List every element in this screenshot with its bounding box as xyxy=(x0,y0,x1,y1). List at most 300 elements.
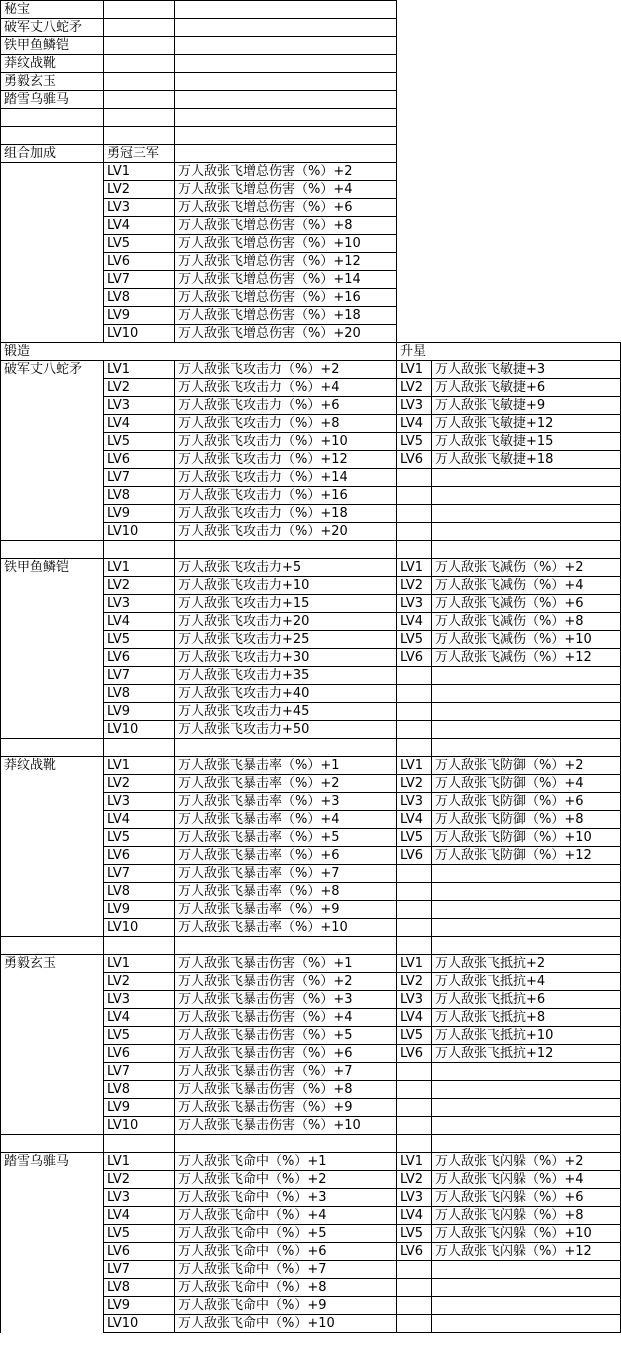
item-name[interactable]: 勇毅玄玉 xyxy=(1,955,104,973)
effect-cell[interactable]: 万人敌张飞攻击力+25 xyxy=(175,631,397,649)
sheet-cell[interactable] xyxy=(432,883,621,901)
treasure-header[interactable]: 秘宝 xyxy=(1,1,104,19)
item-name-cell[interactable] xyxy=(1,1189,104,1207)
effect-cell[interactable]: 万人敌张飞攻击力+5 xyxy=(175,559,397,577)
item-name-cell[interactable] xyxy=(1,1099,104,1117)
item-name-cell[interactable] xyxy=(1,451,104,469)
empty-cell[interactable] xyxy=(432,37,621,55)
level-cell[interactable]: LV7 xyxy=(104,1261,175,1279)
item-name-cell[interactable] xyxy=(1,1045,104,1063)
empty-cell[interactable] xyxy=(432,199,621,217)
effect-cell[interactable]: 万人敌张飞增总伤害（%）+10 xyxy=(175,235,397,253)
sheet-cell[interactable] xyxy=(397,487,432,505)
effect-cell[interactable]: 万人敌张飞暴击伤害（%）+5 xyxy=(175,1027,397,1045)
item-name[interactable]: 破军丈八蛇矛 xyxy=(1,361,104,379)
sheet-cell[interactable] xyxy=(432,919,621,937)
sheet-cell[interactable] xyxy=(432,901,621,919)
sheet-cell[interactable] xyxy=(397,469,432,487)
treasure-name[interactable]: 莽纹战靴 xyxy=(1,55,104,73)
sheet-cell[interactable] xyxy=(104,937,175,955)
item-name-cell[interactable] xyxy=(1,829,104,847)
level-cell[interactable]: LV4 xyxy=(104,1009,175,1027)
level-cell[interactable]: LV6 xyxy=(104,1243,175,1261)
effect-cell[interactable]: 万人敌张飞暴击率（%）+3 xyxy=(175,793,397,811)
sheet-cell[interactable] xyxy=(397,883,432,901)
effect-cell[interactable]: 万人敌张飞增总伤害（%）+18 xyxy=(175,307,397,325)
star-header[interactable]: 升星 xyxy=(397,343,621,361)
level-cell[interactable]: LV5 xyxy=(104,433,175,451)
sheet-cell[interactable] xyxy=(175,739,397,757)
sheet-cell[interactable] xyxy=(432,685,621,703)
empty-cell[interactable] xyxy=(397,37,432,55)
effect-cell[interactable]: 万人敌张飞暴击率（%）+10 xyxy=(175,919,397,937)
level-cell[interactable]: LV3 xyxy=(104,199,175,217)
sheet-cell[interactable] xyxy=(432,1279,621,1297)
star-effect-cell[interactable]: 万人敌张飞减伤（%）+12 xyxy=(432,649,621,667)
star-effect-cell[interactable]: 万人敌张飞抵抗+12 xyxy=(432,1045,621,1063)
level-cell[interactable]: LV8 xyxy=(104,487,175,505)
sheet-cell[interactable] xyxy=(432,505,621,523)
star-level-cell[interactable]: LV5 xyxy=(397,1225,432,1243)
level-cell[interactable]: LV5 xyxy=(104,1225,175,1243)
effect-cell[interactable]: 万人敌张飞攻击力+15 xyxy=(175,595,397,613)
effect-cell[interactable]: 万人敌张飞命中（%）+2 xyxy=(175,1171,397,1189)
level-cell[interactable]: LV3 xyxy=(104,793,175,811)
item-name-cell[interactable] xyxy=(1,415,104,433)
sheet-cell[interactable] xyxy=(397,541,432,559)
item-name-cell[interactable] xyxy=(1,667,104,685)
star-effect-cell[interactable]: 万人敌张飞防御（%）+10 xyxy=(432,829,621,847)
level-cell[interactable]: LV9 xyxy=(104,1099,175,1117)
empty-cell[interactable] xyxy=(432,289,621,307)
level-cell[interactable]: LV3 xyxy=(104,1189,175,1207)
star-effect-cell[interactable]: 万人敌张飞减伤（%）+2 xyxy=(432,559,621,577)
star-level-cell[interactable]: LV5 xyxy=(397,631,432,649)
level-cell[interactable]: LV10 xyxy=(104,721,175,739)
sheet-cell[interactable] xyxy=(175,55,397,73)
item-name[interactable]: 莽纹战靴 xyxy=(1,757,104,775)
level-cell[interactable]: LV10 xyxy=(104,1117,175,1135)
empty-cell[interactable] xyxy=(432,19,621,37)
star-level-cell[interactable]: LV3 xyxy=(397,397,432,415)
level-cell[interactable]: LV6 xyxy=(104,253,175,271)
item-name-cell[interactable] xyxy=(1,505,104,523)
sheet-cell[interactable] xyxy=(175,109,397,127)
empty-cell[interactable] xyxy=(432,181,621,199)
star-effect-cell[interactable]: 万人敌张飞敏捷+15 xyxy=(432,433,621,451)
sheet-cell[interactable] xyxy=(175,19,397,37)
item-name-cell[interactable] xyxy=(1,865,104,883)
effect-cell[interactable]: 万人敌张飞增总伤害（%）+6 xyxy=(175,199,397,217)
combo-label-cell[interactable] xyxy=(1,199,104,217)
effect-cell[interactable]: 万人敌张飞暴击伤害（%）+1 xyxy=(175,955,397,973)
sheet-cell[interactable] xyxy=(432,1135,621,1153)
item-name-cell[interactable] xyxy=(1,1315,104,1333)
effect-cell[interactable]: 万人敌张飞命中（%）+1 xyxy=(175,1153,397,1171)
effect-cell[interactable]: 万人敌张飞命中（%）+4 xyxy=(175,1207,397,1225)
star-level-cell[interactable]: LV6 xyxy=(397,1045,432,1063)
effect-cell[interactable]: 万人敌张飞暴击伤害（%）+8 xyxy=(175,1081,397,1099)
effect-cell[interactable]: 万人敌张飞命中（%）+6 xyxy=(175,1243,397,1261)
item-name-cell[interactable] xyxy=(1,523,104,541)
sheet-cell[interactable] xyxy=(432,487,621,505)
level-cell[interactable]: LV7 xyxy=(104,469,175,487)
empty-cell[interactable] xyxy=(432,271,621,289)
star-effect-cell[interactable]: 万人敌张飞闪躲（%）+10 xyxy=(432,1225,621,1243)
sheet-cell[interactable] xyxy=(397,919,432,937)
empty-cell[interactable] xyxy=(432,73,621,91)
level-cell[interactable]: LV6 xyxy=(104,847,175,865)
level-cell[interactable]: LV10 xyxy=(104,1315,175,1333)
star-level-cell[interactable]: LV4 xyxy=(397,415,432,433)
sheet-cell[interactable] xyxy=(397,703,432,721)
star-level-cell[interactable]: LV2 xyxy=(397,577,432,595)
sheet-cell[interactable] xyxy=(432,703,621,721)
level-cell[interactable]: LV1 xyxy=(104,757,175,775)
sheet-cell[interactable] xyxy=(432,1063,621,1081)
empty-cell[interactable] xyxy=(432,145,621,163)
effect-cell[interactable]: 万人敌张飞暴击率（%）+2 xyxy=(175,775,397,793)
star-level-cell[interactable]: LV3 xyxy=(397,991,432,1009)
item-name-cell[interactable] xyxy=(1,991,104,1009)
effect-cell[interactable]: 万人敌张飞命中（%）+7 xyxy=(175,1261,397,1279)
level-cell[interactable]: LV7 xyxy=(104,667,175,685)
star-effect-cell[interactable]: 万人敌张飞敏捷+3 xyxy=(432,361,621,379)
star-level-cell[interactable]: LV1 xyxy=(397,955,432,973)
sheet-cell[interactable] xyxy=(175,1135,397,1153)
item-name-cell[interactable] xyxy=(1,433,104,451)
effect-cell[interactable]: 万人敌张飞暴击率（%）+8 xyxy=(175,883,397,901)
item-name[interactable]: 铁甲鱼鳞铠 xyxy=(1,559,104,577)
sheet-cell[interactable] xyxy=(175,937,397,955)
empty-cell[interactable] xyxy=(397,1,432,19)
sheet-cell[interactable] xyxy=(397,1261,432,1279)
effect-cell[interactable]: 万人敌张飞暴击伤害（%）+2 xyxy=(175,973,397,991)
star-effect-cell[interactable]: 万人敌张飞抵抗+2 xyxy=(432,955,621,973)
sheet-cell[interactable] xyxy=(1,127,104,145)
item-name-cell[interactable] xyxy=(1,1279,104,1297)
effect-cell[interactable]: 万人敌张飞增总伤害（%）+2 xyxy=(175,163,397,181)
level-cell[interactable]: LV7 xyxy=(104,271,175,289)
empty-cell[interactable] xyxy=(432,235,621,253)
level-cell[interactable]: LV8 xyxy=(104,289,175,307)
star-level-cell[interactable]: LV6 xyxy=(397,649,432,667)
item-name-cell[interactable] xyxy=(1,487,104,505)
sheet-cell[interactable] xyxy=(104,739,175,757)
sheet-cell[interactable] xyxy=(1,1135,104,1153)
combo-name[interactable]: 勇冠三军 xyxy=(104,145,175,163)
item-name-cell[interactable] xyxy=(1,613,104,631)
empty-cell[interactable] xyxy=(397,109,432,127)
effect-cell[interactable]: 万人敌张飞暴击率（%）+6 xyxy=(175,847,397,865)
star-level-cell[interactable]: LV6 xyxy=(397,1243,432,1261)
effect-cell[interactable]: 万人敌张飞命中（%）+5 xyxy=(175,1225,397,1243)
item-name-cell[interactable] xyxy=(1,811,104,829)
sheet-cell[interactable] xyxy=(397,1297,432,1315)
sheet-cell[interactable] xyxy=(397,1117,432,1135)
star-effect-cell[interactable]: 万人敌张飞防御（%）+12 xyxy=(432,847,621,865)
star-level-cell[interactable]: LV4 xyxy=(397,811,432,829)
level-cell[interactable]: LV2 xyxy=(104,775,175,793)
sheet-cell[interactable] xyxy=(397,1099,432,1117)
empty-cell[interactable] xyxy=(397,253,432,271)
sheet-cell[interactable] xyxy=(397,1135,432,1153)
star-effect-cell[interactable]: 万人敌张飞敏捷+9 xyxy=(432,397,621,415)
item-name-cell[interactable] xyxy=(1,631,104,649)
level-cell[interactable]: LV6 xyxy=(104,451,175,469)
empty-cell[interactable] xyxy=(432,307,621,325)
level-cell[interactable]: LV5 xyxy=(104,1027,175,1045)
sheet-cell[interactable] xyxy=(104,127,175,145)
sheet-cell[interactable] xyxy=(104,541,175,559)
level-cell[interactable]: LV4 xyxy=(104,217,175,235)
sheet-cell[interactable] xyxy=(397,523,432,541)
level-cell[interactable]: LV10 xyxy=(104,919,175,937)
star-effect-cell[interactable]: 万人敌张飞减伤（%）+8 xyxy=(432,613,621,631)
star-level-cell[interactable]: LV5 xyxy=(397,829,432,847)
combo-label-cell[interactable] xyxy=(1,235,104,253)
empty-cell[interactable] xyxy=(397,307,432,325)
sheet-cell[interactable] xyxy=(175,73,397,91)
item-name-cell[interactable] xyxy=(1,649,104,667)
sheet-cell[interactable] xyxy=(175,145,397,163)
sheet-cell[interactable] xyxy=(175,91,397,109)
effect-cell[interactable]: 万人敌张飞攻击力+35 xyxy=(175,667,397,685)
level-cell[interactable]: LV10 xyxy=(104,523,175,541)
level-cell[interactable]: LV4 xyxy=(104,415,175,433)
empty-cell[interactable] xyxy=(432,109,621,127)
empty-cell[interactable] xyxy=(397,145,432,163)
effect-cell[interactable]: 万人敌张飞暴击率（%）+1 xyxy=(175,757,397,775)
star-level-cell[interactable]: LV6 xyxy=(397,847,432,865)
effect-cell[interactable]: 万人敌张飞命中（%）+9 xyxy=(175,1297,397,1315)
sheet-cell[interactable] xyxy=(397,865,432,883)
item-name-cell[interactable] xyxy=(1,847,104,865)
sheet-cell[interactable] xyxy=(1,541,104,559)
empty-cell[interactable] xyxy=(397,217,432,235)
effect-cell[interactable]: 万人敌张飞攻击力（%）+18 xyxy=(175,505,397,523)
item-name-cell[interactable] xyxy=(1,1117,104,1135)
sheet-cell[interactable] xyxy=(175,127,397,145)
star-effect-cell[interactable]: 万人敌张飞防御（%）+2 xyxy=(432,757,621,775)
effect-cell[interactable]: 万人敌张飞攻击力（%）+4 xyxy=(175,379,397,397)
item-name-cell[interactable] xyxy=(1,1297,104,1315)
level-cell[interactable]: LV8 xyxy=(104,883,175,901)
level-cell[interactable]: LV4 xyxy=(104,811,175,829)
star-effect-cell[interactable]: 万人敌张飞减伤（%）+10 xyxy=(432,631,621,649)
empty-cell[interactable] xyxy=(397,199,432,217)
item-name-cell[interactable] xyxy=(1,1261,104,1279)
sheet-cell[interactable] xyxy=(104,91,175,109)
sheet-cell[interactable] xyxy=(432,1117,621,1135)
combo-label-cell[interactable] xyxy=(1,163,104,181)
level-cell[interactable]: LV2 xyxy=(104,1171,175,1189)
effect-cell[interactable]: 万人敌张飞攻击力+45 xyxy=(175,703,397,721)
star-effect-cell[interactable]: 万人敌张飞闪躲（%）+12 xyxy=(432,1243,621,1261)
treasure-name[interactable]: 踏雪乌骓马 xyxy=(1,91,104,109)
effect-cell[interactable]: 万人敌张飞增总伤害（%）+14 xyxy=(175,271,397,289)
effect-cell[interactable]: 万人敌张飞攻击力+30 xyxy=(175,649,397,667)
sheet-cell[interactable] xyxy=(104,343,175,361)
effect-cell[interactable]: 万人敌张飞攻击力（%）+10 xyxy=(175,433,397,451)
sheet-cell[interactable] xyxy=(104,73,175,91)
level-cell[interactable]: LV9 xyxy=(104,901,175,919)
level-cell[interactable]: LV5 xyxy=(104,235,175,253)
effect-cell[interactable]: 万人敌张飞暴击率（%）+9 xyxy=(175,901,397,919)
effect-cell[interactable]: 万人敌张飞命中（%）+8 xyxy=(175,1279,397,1297)
effect-cell[interactable]: 万人敌张飞攻击力（%）+14 xyxy=(175,469,397,487)
sheet-cell[interactable] xyxy=(175,541,397,559)
effect-cell[interactable]: 万人敌张飞暴击伤害（%）+3 xyxy=(175,991,397,1009)
sheet-cell[interactable] xyxy=(1,739,104,757)
effect-cell[interactable]: 万人敌张飞暴击率（%）+5 xyxy=(175,829,397,847)
empty-cell[interactable] xyxy=(432,163,621,181)
level-cell[interactable]: LV9 xyxy=(104,307,175,325)
combo-label-cell[interactable] xyxy=(1,289,104,307)
sheet-cell[interactable] xyxy=(104,1,175,19)
treasure-name[interactable]: 勇毅玄玉 xyxy=(1,73,104,91)
level-cell[interactable]: LV8 xyxy=(104,1279,175,1297)
item-name-cell[interactable] xyxy=(1,919,104,937)
effect-cell[interactable]: 万人敌张飞攻击力（%）+16 xyxy=(175,487,397,505)
sheet-cell[interactable] xyxy=(1,937,104,955)
sheet-cell[interactable] xyxy=(432,541,621,559)
sheet-cell[interactable] xyxy=(432,1261,621,1279)
sheet-cell[interactable] xyxy=(432,739,621,757)
item-name-cell[interactable] xyxy=(1,397,104,415)
star-level-cell[interactable]: LV3 xyxy=(397,793,432,811)
star-effect-cell[interactable]: 万人敌张飞减伤（%）+6 xyxy=(432,595,621,613)
level-cell[interactable]: LV1 xyxy=(104,955,175,973)
item-name-cell[interactable] xyxy=(1,685,104,703)
combo-header[interactable]: 组合加成 xyxy=(1,145,104,163)
item-name-cell[interactable] xyxy=(1,703,104,721)
level-cell[interactable]: LV2 xyxy=(104,379,175,397)
sheet-cell[interactable] xyxy=(432,865,621,883)
empty-cell[interactable] xyxy=(432,325,621,343)
item-name-cell[interactable] xyxy=(1,1009,104,1027)
star-effect-cell[interactable]: 万人敌张飞闪躲（%）+2 xyxy=(432,1153,621,1171)
treasure-name[interactable]: 破军丈八蛇矛 xyxy=(1,19,104,37)
combo-label-cell[interactable] xyxy=(1,325,104,343)
star-effect-cell[interactable]: 万人敌张飞敏捷+12 xyxy=(432,415,621,433)
item-name-cell[interactable] xyxy=(1,469,104,487)
empty-cell[interactable] xyxy=(397,91,432,109)
star-level-cell[interactable]: LV4 xyxy=(397,613,432,631)
effect-cell[interactable]: 万人敌张飞增总伤害（%）+8 xyxy=(175,217,397,235)
sheet-cell[interactable] xyxy=(397,1315,432,1333)
effect-cell[interactable]: 万人敌张飞增总伤害（%）+12 xyxy=(175,253,397,271)
empty-cell[interactable] xyxy=(397,325,432,343)
empty-cell[interactable] xyxy=(432,127,621,145)
star-level-cell[interactable]: LV5 xyxy=(397,1027,432,1045)
effect-cell[interactable]: 万人敌张飞暴击伤害（%）+4 xyxy=(175,1009,397,1027)
item-name-cell[interactable] xyxy=(1,1243,104,1261)
level-cell[interactable]: LV7 xyxy=(104,865,175,883)
star-level-cell[interactable]: LV2 xyxy=(397,1171,432,1189)
empty-cell[interactable] xyxy=(397,163,432,181)
sheet-cell[interactable] xyxy=(397,1063,432,1081)
star-effect-cell[interactable]: 万人敌张飞防御（%）+6 xyxy=(432,793,621,811)
star-effect-cell[interactable]: 万人敌张飞抵抗+10 xyxy=(432,1027,621,1045)
level-cell[interactable]: LV4 xyxy=(104,613,175,631)
sheet-cell[interactable] xyxy=(432,1297,621,1315)
effect-cell[interactable]: 万人敌张飞暴击率（%）+7 xyxy=(175,865,397,883)
effect-cell[interactable]: 万人敌张飞增总伤害（%）+20 xyxy=(175,325,397,343)
forge-header[interactable]: 锻造 xyxy=(1,343,104,361)
item-name-cell[interactable] xyxy=(1,1207,104,1225)
level-cell[interactable]: LV9 xyxy=(104,703,175,721)
combo-label-cell[interactable] xyxy=(1,253,104,271)
effect-cell[interactable]: 万人敌张飞暴击伤害（%）+9 xyxy=(175,1099,397,1117)
empty-cell[interactable] xyxy=(432,253,621,271)
star-effect-cell[interactable]: 万人敌张飞防御（%）+8 xyxy=(432,811,621,829)
sheet-cell[interactable] xyxy=(175,343,397,361)
sheet-cell[interactable] xyxy=(1,109,104,127)
sheet-cell[interactable] xyxy=(104,109,175,127)
empty-cell[interactable] xyxy=(397,55,432,73)
empty-cell[interactable] xyxy=(432,55,621,73)
effect-cell[interactable]: 万人敌张飞攻击力（%）+20 xyxy=(175,523,397,541)
level-cell[interactable]: LV1 xyxy=(104,1153,175,1171)
item-name-cell[interactable] xyxy=(1,901,104,919)
sheet-cell[interactable] xyxy=(175,37,397,55)
combo-label-cell[interactable] xyxy=(1,271,104,289)
item-name-cell[interactable] xyxy=(1,775,104,793)
effect-cell[interactable]: 万人敌张飞攻击力（%）+8 xyxy=(175,415,397,433)
item-name-cell[interactable] xyxy=(1,1063,104,1081)
item-name-cell[interactable] xyxy=(1,1225,104,1243)
effect-cell[interactable]: 万人敌张飞攻击力+10 xyxy=(175,577,397,595)
item-name-cell[interactable] xyxy=(1,1027,104,1045)
level-cell[interactable]: LV3 xyxy=(104,595,175,613)
sheet-cell[interactable] xyxy=(175,1,397,19)
sheet-cell[interactable] xyxy=(104,19,175,37)
effect-cell[interactable]: 万人敌张飞攻击力+40 xyxy=(175,685,397,703)
level-cell[interactable]: LV6 xyxy=(104,1045,175,1063)
level-cell[interactable]: LV2 xyxy=(104,577,175,595)
sheet-cell[interactable] xyxy=(432,937,621,955)
star-level-cell[interactable]: LV1 xyxy=(397,1153,432,1171)
sheet-cell[interactable] xyxy=(104,37,175,55)
level-cell[interactable]: LV9 xyxy=(104,1297,175,1315)
item-name[interactable]: 踏雪乌骓马 xyxy=(1,1153,104,1171)
sheet-cell[interactable] xyxy=(397,505,432,523)
sheet-cell[interactable] xyxy=(397,901,432,919)
effect-cell[interactable]: 万人敌张飞命中（%）+10 xyxy=(175,1315,397,1333)
sheet-cell[interactable] xyxy=(397,721,432,739)
sheet-cell[interactable] xyxy=(397,685,432,703)
level-cell[interactable]: LV5 xyxy=(104,829,175,847)
empty-cell[interactable] xyxy=(397,181,432,199)
level-cell[interactable]: LV1 xyxy=(104,361,175,379)
empty-cell[interactable] xyxy=(397,73,432,91)
item-name-cell[interactable] xyxy=(1,1081,104,1099)
sheet-cell[interactable] xyxy=(104,55,175,73)
effect-cell[interactable]: 万人敌张飞攻击力（%）+12 xyxy=(175,451,397,469)
level-cell[interactable]: LV2 xyxy=(104,973,175,991)
sheet-cell[interactable] xyxy=(432,667,621,685)
combo-label-cell[interactable] xyxy=(1,307,104,325)
star-level-cell[interactable]: LV2 xyxy=(397,379,432,397)
star-effect-cell[interactable]: 万人敌张飞敏捷+18 xyxy=(432,451,621,469)
star-effect-cell[interactable]: 万人敌张飞防御（%）+4 xyxy=(432,775,621,793)
level-cell[interactable]: LV9 xyxy=(104,505,175,523)
empty-cell[interactable] xyxy=(397,127,432,145)
level-cell[interactable]: LV8 xyxy=(104,685,175,703)
effect-cell[interactable]: 万人敌张飞增总伤害（%）+4 xyxy=(175,181,397,199)
empty-cell[interactable] xyxy=(397,19,432,37)
